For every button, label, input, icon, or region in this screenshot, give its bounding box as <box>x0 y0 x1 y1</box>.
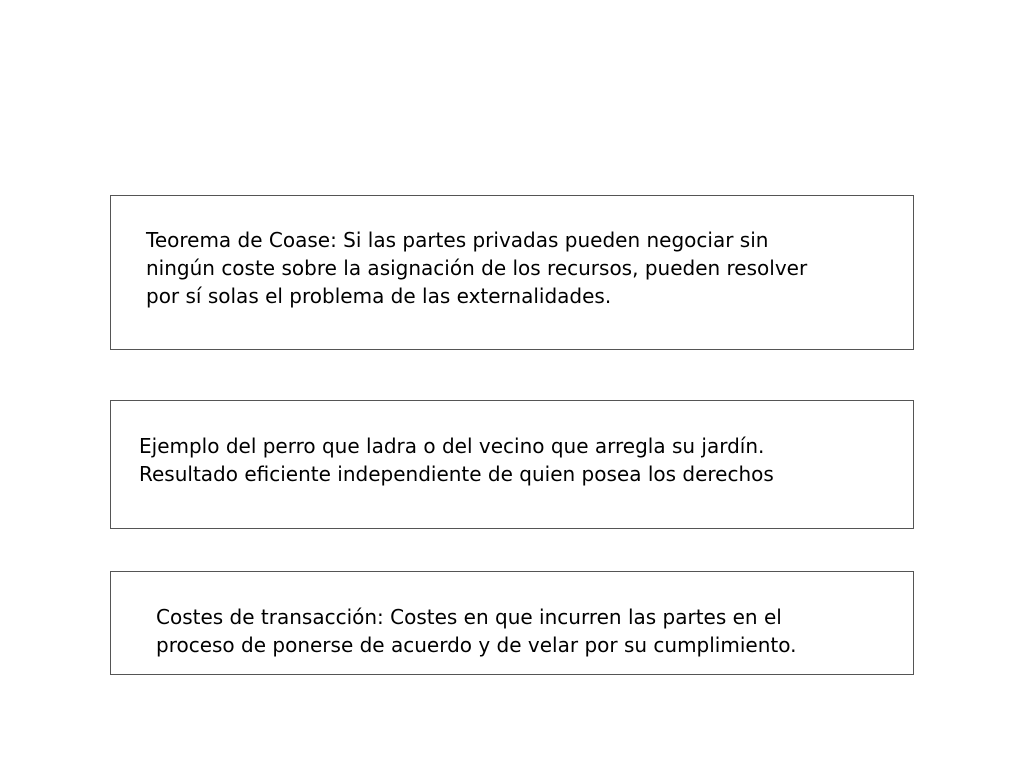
transaction-costs-box <box>110 571 914 675</box>
example-text: Ejemplo del perro que ladra o del vecino que arregla su jardín. Resultado eficiente independiente de quien posea los derechos <box>139 434 774 486</box>
transaction-costs-text: Costes de transacción: Costes en que incurren las partes en el proceso de ponerse de acuerdo y de velar por su cumplimiento. <box>156 605 797 657</box>
coase-theorem-box <box>110 195 914 350</box>
example-box <box>110 400 914 529</box>
coase-theorem-text: Teorema de Coase: Si las partes privadas pueden negociar sin ningún coste sobre la asignación de los recursos, pueden resolver por sí solas el problema de las externalidades. <box>146 228 808 308</box>
